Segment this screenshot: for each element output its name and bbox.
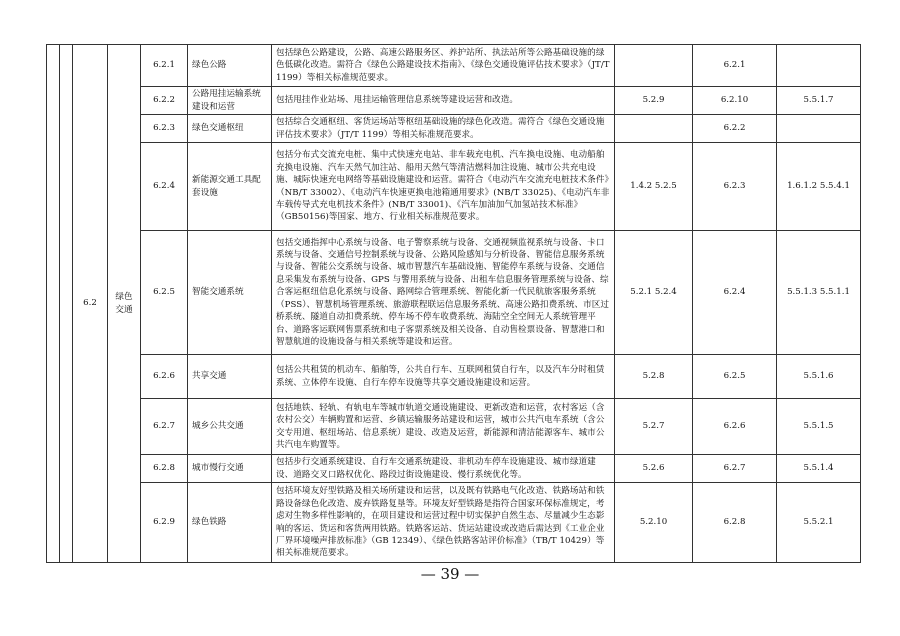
item-name: 公路甩挂运输系统建设和运营 <box>188 87 272 115</box>
ref-col-3: 5.5.1.7 <box>777 87 861 115</box>
item-code: 6.2.7 <box>141 399 188 455</box>
item-code: 6.2.3 <box>141 115 188 143</box>
item-code: 6.2.9 <box>141 483 188 563</box>
item-name: 绿色公路 <box>188 45 272 87</box>
table-row <box>47 483 861 563</box>
ref-col-2: 6.2.5 <box>693 355 777 399</box>
ref-col-3: 5.5.1.6 <box>777 355 861 399</box>
item-name: 城市慢行交通 <box>188 455 272 483</box>
table-row <box>47 355 861 399</box>
ref-col-2: 6.2.8 <box>693 483 777 563</box>
table-row <box>47 143 861 231</box>
item-description: 包括甩挂作业站场、甩挂运输管理信息系统等建设运营和改造。 <box>272 87 615 115</box>
item-name: 智能交通系统 <box>188 231 272 355</box>
item-description: 包括交通指挥中心系统与设备、电子警察系统与设备、交通视频监视系统与设备、卡口系统与设备、交通信号控制系统与设备、公路风险感知与分析设备、智能信息服务系统与设备、智能公交系统与设备、城市智慧汽车基础设施、智能停车系统与设备、交通信息采集发布系统与设备、GPS 与警用系统与设备、出租车信息服务管理系统与设备、综合客运枢纽信息化系统与设备、路网综合管理系统、智能化新一代民航旅客服务系统（PSS）、智慧机场管理系统、旅游联程联运信息服务系统、高速公路扣费系统、市区过桥系统、隧道自动扣费系统、停车场不停车收费系统、海陆空全空间无人系统管理平台、道路客运联网售票系统和电子客票系统及相关设备、自动售检票设备、智慧港口和智慧航道的设施设备与相关系统等建设和运营。 <box>272 231 615 355</box>
page-number: — 39 — <box>420 565 480 583</box>
table-row <box>47 45 861 87</box>
item-name: 城乡公共交通 <box>188 399 272 455</box>
item-name: 新能源交通工具配套设施 <box>188 143 272 231</box>
item-description: 包括分布式交流充电桩、集中式快速充电站、非车载充电机、汽车换电设施、电动船舶充换电设施、汽车天然气加注站、船用天然气等清洁燃料加注设施、城市公共充电设施、城际快速充电网络等基础设施建设和运营。需符合《电动汽车交流充电桩技术条件》（NB/T 33002）、《电动汽车快速更换电池箱通用要求》(NB/T 33025)、《电动汽车非车载传导式充电机技术条件》(NB/T 33001)、《汽车加油加气加氢站技术标准》（GB50156)等国家、地方、行业相关标准规范要求。 <box>272 143 615 231</box>
item-code: 6.2.1 <box>141 45 188 87</box>
ref-col-1: 5.2.7 <box>615 399 693 455</box>
ref-col-1: 5.2.1 5.2.4 <box>615 231 693 355</box>
ref-col-3 <box>777 115 861 143</box>
ref-col-2: 6.2.7 <box>693 455 777 483</box>
ref-col-3: 5.5.2.1 <box>777 483 861 563</box>
ref-col-2: 6.2.1 <box>693 45 777 87</box>
ref-col-1 <box>615 45 693 87</box>
item-code: 6.2.5 <box>141 231 188 355</box>
ref-col-3: 5.5.1.5 <box>777 399 861 455</box>
table-row <box>47 399 861 455</box>
item-description: 包括公共租赁的机动车、船舶等，公共自行车、互联网租赁自行车，以及汽车分时租赁系统、立体停车设施、自行车停车设施等共享交通设施建设和运营。 <box>272 355 615 399</box>
item-description: 包括地铁、轻轨、有轨电车等城市轨道交通设施建设、更新改造和运营，农村客运（含农村公交）车辆购置和运营、乡镇运输服务站建设和运营，城市公共汽电车系统（含公交专用道、枢纽场站、信息系统）建设、改造及运营，新能源和清洁能源客车、城市公共汽电车购置等。 <box>272 399 615 455</box>
blank-column-2 <box>60 45 73 563</box>
item-name: 绿色交通枢纽 <box>188 115 272 143</box>
ref-col-1: 1.4.2 5.2.5 <box>615 143 693 231</box>
ref-col-3: 5.5.1.4 <box>777 455 861 483</box>
item-code: 6.2.8 <box>141 455 188 483</box>
ref-col-1: 5.2.10 <box>615 483 693 563</box>
ref-col-2: 6.2.6 <box>693 399 777 455</box>
ref-col-1: 5.2.8 <box>615 355 693 399</box>
ref-col-3: 5.5.1.3 5.5.1.1 <box>777 231 861 355</box>
item-code: 6.2.6 <box>141 355 188 399</box>
item-description: 包括步行交通系统建设、自行车交通系统建设、非机动车停车设施建设、城市绿道建设、道路交叉口路权优化、路段过街设施建设、慢行系统优化等。 <box>272 455 615 483</box>
item-name: 绿色铁路 <box>188 483 272 563</box>
item-code: 6.2.2 <box>141 87 188 115</box>
ref-col-2: 6.2.2 <box>693 115 777 143</box>
taxonomy-table <box>46 44 861 563</box>
table-row <box>47 115 861 143</box>
blank-column-1 <box>47 45 60 563</box>
ref-col-1: 5.2.6 <box>615 455 693 483</box>
ref-col-3: 1.6.1.2 5.5.4.1 <box>777 143 861 231</box>
ref-col-2: 6.2.3 <box>693 143 777 231</box>
table-row <box>47 87 861 115</box>
category-code: 6.2 <box>73 45 108 563</box>
item-description: 包括综合交通枢纽、客货运场站等枢纽基础设施的绿色化改造。需符合《绿色交通设施评估技术要求》（JT/T 1199）等相关标准规范要求。 <box>272 115 615 143</box>
ref-col-2: 6.2.10 <box>693 87 777 115</box>
ref-col-1: 5.2.9 <box>615 87 693 115</box>
item-code: 6.2.4 <box>141 143 188 231</box>
item-description: 包括环境友好型铁路及相关场所建设和运营，以及既有铁路电气化改造、铁路场站和铁路设备绿色化改造、废弃铁路复垦等。环境友好型铁路是指符合国家环保标准规定，考虑对生物多样性影响的，在项目建设和运营过程中切实保护自然生态、尽量减少生态影响的客运、货运和客货两用铁路。铁路客运站、货运站建设或改造后需达到《工业企业厂界环境噪声排放标准》（GB 12349）、《绿色铁路客站评价标准》（TB/T 10429）等相关标准规范要求。 <box>272 483 615 563</box>
item-name: 共享交通 <box>188 355 272 399</box>
item-description: 包括绿色公路建设，公路、高速公路服务区、养护站所、执法站所等公路基础设施的绿色低碳化改造。需符合《绿色公路建设技术指南》、《绿色交通设施评估技术要求》（JT/T 1199）等相关标准规范要求。 <box>272 45 615 87</box>
category-name: 绿色交通 <box>108 45 141 563</box>
ref-col-2: 6.2.4 <box>693 231 777 355</box>
table-row <box>47 231 861 355</box>
table-row <box>47 455 861 483</box>
ref-col-3 <box>777 45 861 87</box>
ref-col-1 <box>615 115 693 143</box>
